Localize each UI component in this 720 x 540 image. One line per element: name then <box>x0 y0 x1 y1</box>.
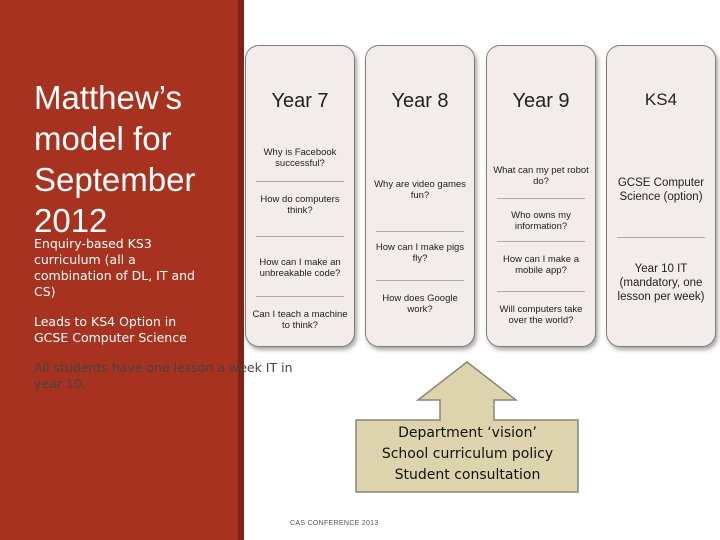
column-item: Will computers take over the world? <box>499 304 583 326</box>
column-divider <box>256 236 344 237</box>
column-item: How can I make pigs fly? <box>375 242 465 264</box>
column-item: Why are video games fun? <box>374 179 466 201</box>
foundation-line: School curriculum policy <box>381 446 554 462</box>
column-ks4 <box>606 45 716 347</box>
sidebar-text-ks3: Enquiry-based KS3 curriculum (all a combination of DL, IT and CS) <box>34 236 195 299</box>
column-item: How does Google work? <box>382 293 458 315</box>
foundation-line: Department ‘vision’ <box>398 425 537 441</box>
column-year9 <box>486 45 596 347</box>
column-heading: Year 7 <box>271 90 329 112</box>
column-item: GCSE Computer Science (option) <box>617 177 705 203</box>
note-text: All students have one lesson a week IT in year 10. <box>34 360 293 391</box>
sidebar-text-ks4: Leads to KS4 Option in GCSE Computer Science <box>34 314 187 345</box>
column-heading: KS4 <box>644 90 678 109</box>
column-item: Why is Facebook successful? <box>263 147 337 169</box>
left-panel-edge <box>238 0 244 540</box>
column-divider <box>497 241 585 242</box>
column-year8 <box>365 45 475 347</box>
column-year7 <box>245 45 355 347</box>
foundation-line: Student consultation <box>394 467 541 483</box>
column-item: Can I teach a machine to think? <box>252 309 348 331</box>
page-title: Matthew’s model for September 2012 <box>34 79 196 239</box>
column-item: How can I make an unbreakable code? <box>259 257 341 279</box>
column-heading: Year 9 <box>512 90 570 112</box>
column-item: Who owns my information? <box>511 210 571 232</box>
footer-text: CAS CONFERENCE 2013 <box>290 520 379 527</box>
column-divider <box>497 198 585 199</box>
column-item: Year 10 IT (mandatory, one lesson per week) <box>617 263 705 303</box>
column-divider <box>256 296 344 297</box>
column-heading: Year 8 <box>391 90 449 112</box>
column-item: How can I make a mobile app? <box>502 254 580 276</box>
column-item: What can my pet robot do? <box>493 165 589 187</box>
foundation-text <box>355 423 580 486</box>
column-divider <box>256 181 344 182</box>
column-divider <box>376 231 464 232</box>
column-divider <box>617 237 705 238</box>
column-divider <box>497 291 585 292</box>
column-item: How do computers think? <box>260 194 340 216</box>
column-divider <box>376 280 464 281</box>
